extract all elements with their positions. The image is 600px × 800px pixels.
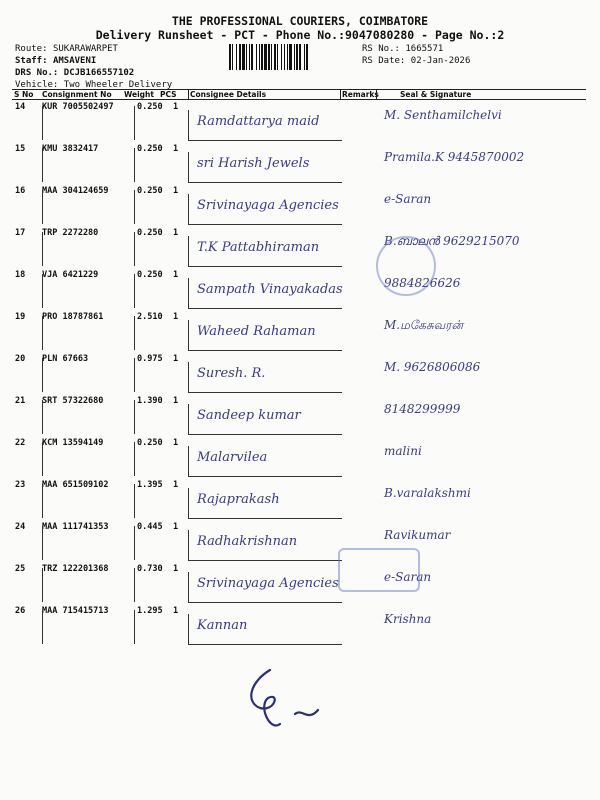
row-consignment-no: PRO 18787861 bbox=[42, 312, 104, 322]
row-weight: 0.730 bbox=[137, 564, 163, 574]
sheet-subtitle: Delivery Runsheet - PCT - Phone No.:9047080280 - Page No.:2 bbox=[95, 28, 505, 42]
row-consignee-handwriting: Srivinayaga Agencies bbox=[197, 198, 339, 213]
cell-rule bbox=[42, 610, 43, 644]
row-consignee-handwriting: Ramdattarya maid bbox=[197, 114, 320, 129]
runsheet-table bbox=[12, 90, 586, 690]
row-consignment-no: MAA 304124659 bbox=[42, 186, 109, 196]
col-header-weight: Weight bbox=[124, 90, 154, 99]
cell-rule bbox=[134, 526, 135, 560]
row-sno: 19 bbox=[15, 312, 26, 322]
row-weight: 0.445 bbox=[137, 522, 163, 532]
row-pcs: 1 bbox=[173, 606, 179, 616]
row-pcs: 1 bbox=[173, 312, 179, 322]
cell-rule bbox=[134, 274, 135, 308]
row-weight: 1.390 bbox=[137, 396, 163, 406]
col-header-remarks: Remarks bbox=[342, 90, 379, 99]
row-weight: 1.395 bbox=[137, 480, 163, 490]
cell-rule bbox=[42, 526, 43, 560]
row-sno: 18 bbox=[15, 270, 26, 280]
table-row bbox=[12, 354, 586, 396]
table-row bbox=[12, 480, 586, 522]
cell-rule bbox=[134, 442, 135, 476]
row-weight: 0.250 bbox=[137, 102, 163, 112]
row-pcs: 1 bbox=[173, 144, 179, 154]
row-pcs: 1 bbox=[173, 438, 179, 448]
row-signature: M.மகேசுவரன் bbox=[384, 318, 464, 332]
row-sno: 14 bbox=[15, 102, 26, 112]
col-header-consignment: Consignment No bbox=[42, 90, 112, 99]
table-row bbox=[12, 270, 586, 312]
route-line bbox=[15, 44, 118, 54]
sheet-title: THE PROFESSIONAL COURIERS, COIMBATORE bbox=[171, 14, 429, 28]
table-row bbox=[12, 312, 586, 354]
row-weight: 1.295 bbox=[137, 606, 163, 616]
vehicle-label: Vehicle: bbox=[15, 80, 59, 90]
row-sno: 26 bbox=[15, 606, 26, 616]
rs-no-value: 1665571 bbox=[405, 44, 444, 54]
row-sno: 17 bbox=[15, 228, 26, 238]
staff-line bbox=[15, 56, 96, 66]
row-sno: 21 bbox=[15, 396, 26, 406]
cell-rule bbox=[42, 442, 43, 476]
row-weight: 2.510 bbox=[137, 312, 163, 322]
cell-rule bbox=[134, 190, 135, 224]
col-header-pcs: PCS bbox=[160, 90, 177, 99]
blue-seal-stamp bbox=[376, 236, 436, 296]
row-signature: e-Saran bbox=[384, 570, 432, 584]
row-consignee-handwriting: Kannan bbox=[197, 618, 248, 633]
row-consignment-no: VJA 6421229 bbox=[42, 270, 99, 280]
row-consignee-handwriting: Waheed Rahaman bbox=[197, 324, 316, 339]
cell-rule bbox=[134, 610, 135, 644]
cell-rule bbox=[42, 232, 43, 266]
cell-rule bbox=[134, 400, 135, 434]
table-row bbox=[12, 438, 586, 480]
cell-rule bbox=[134, 106, 135, 140]
cell-rule bbox=[42, 484, 43, 518]
rs-date-value: 02-Jan-2026 bbox=[410, 56, 471, 66]
cell-rule bbox=[134, 568, 135, 602]
staff-label: Staff: bbox=[15, 56, 48, 66]
table-row bbox=[12, 186, 586, 228]
row-sno: 23 bbox=[15, 480, 26, 490]
row-consignment-no: MAA 651509102 bbox=[42, 480, 109, 490]
row-pcs: 1 bbox=[173, 522, 179, 532]
row-weight: 0.250 bbox=[137, 186, 163, 196]
row-consignee-handwriting: Rajaprakash bbox=[197, 492, 280, 507]
cell-rule bbox=[134, 148, 135, 182]
row-sno: 16 bbox=[15, 186, 26, 196]
row-consignment-no: KUR 7005502497 bbox=[42, 102, 114, 112]
row-signature: malini bbox=[384, 444, 422, 458]
row-weight: 0.975 bbox=[137, 354, 163, 364]
row-pcs: 1 bbox=[173, 354, 179, 364]
drs-line bbox=[15, 68, 134, 78]
col-header-sno: S No bbox=[14, 90, 34, 99]
cell-rule bbox=[134, 316, 135, 350]
row-consignment-no: SRT 57322680 bbox=[42, 396, 104, 406]
row-consignee-handwriting: sri Harish Jewels bbox=[197, 156, 310, 171]
drs-label: DRS No.: bbox=[15, 68, 59, 78]
row-signature: Ravikumar bbox=[384, 528, 451, 542]
row-signature: M. Senthamilchelvi bbox=[384, 108, 502, 122]
row-sno: 24 bbox=[15, 522, 26, 532]
row-signature: Krishna bbox=[384, 612, 432, 626]
cell-rule bbox=[134, 358, 135, 392]
row-signature: 9884826626 bbox=[384, 276, 461, 290]
row-consignee-handwriting: Sampath Vinayakadas bbox=[197, 282, 343, 297]
col-header-consignee: Consignee Details bbox=[190, 90, 267, 99]
row-consignee-handwriting: Radhakrishnan bbox=[197, 534, 298, 549]
row-weight: 0.250 bbox=[137, 438, 163, 448]
cell-rule bbox=[42, 316, 43, 350]
row-signature: M. 9626806086 bbox=[384, 360, 481, 374]
cell-rule bbox=[42, 568, 43, 602]
staff-value: AMSAVENI bbox=[52, 56, 97, 66]
barcode bbox=[229, 44, 355, 70]
row-consignee-handwriting: Srivinayaga Agencies bbox=[197, 576, 339, 591]
row-pcs: 1 bbox=[173, 270, 179, 280]
table-row bbox=[12, 228, 586, 270]
row-pcs: 1 bbox=[173, 564, 179, 574]
rs-info bbox=[362, 43, 470, 67]
route-value: SUKARAWARPET bbox=[52, 44, 118, 54]
row-weight: 0.250 bbox=[137, 270, 163, 280]
row-pcs: 1 bbox=[173, 102, 179, 112]
row-signature: e-Saran bbox=[384, 192, 432, 206]
row-sno: 15 bbox=[15, 144, 26, 154]
row-sno: 22 bbox=[15, 438, 26, 448]
row-pcs: 1 bbox=[173, 186, 179, 196]
row-weight: 0.250 bbox=[137, 228, 163, 238]
row-weight: 0.250 bbox=[137, 144, 163, 154]
cell-rule bbox=[42, 190, 43, 224]
cell-rule bbox=[42, 358, 43, 392]
row-pcs: 1 bbox=[173, 480, 179, 490]
drs-value: DCJB166557102 bbox=[63, 68, 135, 78]
row-consignment-no: PLN 67663 bbox=[42, 354, 89, 364]
cell-rule bbox=[42, 400, 43, 434]
cell-rule bbox=[42, 106, 43, 140]
row-pcs: 1 bbox=[173, 396, 179, 406]
bottom-signature bbox=[240, 662, 350, 742]
row-consignee-handwriting: Suresh. R. bbox=[197, 366, 266, 381]
row-consignment-no: KCM 13594149 bbox=[42, 438, 104, 448]
row-consignee-handwriting: Malarvilea bbox=[197, 450, 268, 465]
table-row bbox=[12, 606, 586, 648]
row-consignment-no: KMU 3832417 bbox=[42, 144, 99, 154]
cell-rule bbox=[42, 148, 43, 182]
row-consignee-handwriting: T.K Pattabhiraman bbox=[197, 240, 320, 255]
table-row bbox=[12, 564, 586, 606]
row-signature: B.ബാലൻ 9629215070 bbox=[384, 234, 520, 248]
table-row bbox=[12, 522, 586, 564]
cell-rule bbox=[134, 484, 135, 518]
rs-no-label: RS No.: bbox=[362, 44, 400, 54]
cell-rule bbox=[134, 232, 135, 266]
row-signature: Pramila.K 9445870002 bbox=[384, 150, 525, 164]
row-signature: B.varalakshmi bbox=[384, 486, 471, 500]
vehicle-value: Two Wheeler Delivery bbox=[63, 80, 173, 90]
blue-seal-stamp bbox=[338, 548, 420, 592]
route-label: Route: bbox=[15, 44, 48, 54]
row-consignment-no: TRZ 122201368 bbox=[42, 564, 109, 574]
row-consignment-no: MAA 111741353 bbox=[42, 522, 109, 532]
row-consignee-handwriting: Sandeep kumar bbox=[197, 408, 301, 423]
table-row bbox=[12, 144, 586, 186]
table-row bbox=[12, 396, 586, 438]
row-consignment-no: MAA 715415713 bbox=[42, 606, 109, 616]
row-pcs: 1 bbox=[173, 228, 179, 238]
row-sno: 25 bbox=[15, 564, 26, 574]
table-row bbox=[12, 102, 586, 144]
cell-rule bbox=[42, 274, 43, 308]
row-signature: 8148299999 bbox=[384, 402, 461, 416]
col-header-seal: Seal & Signature bbox=[400, 90, 472, 99]
row-consignment-no: TRP 2272280 bbox=[42, 228, 99, 238]
rs-date-label: RS Date: bbox=[362, 56, 406, 66]
row-sno: 20 bbox=[15, 354, 26, 364]
